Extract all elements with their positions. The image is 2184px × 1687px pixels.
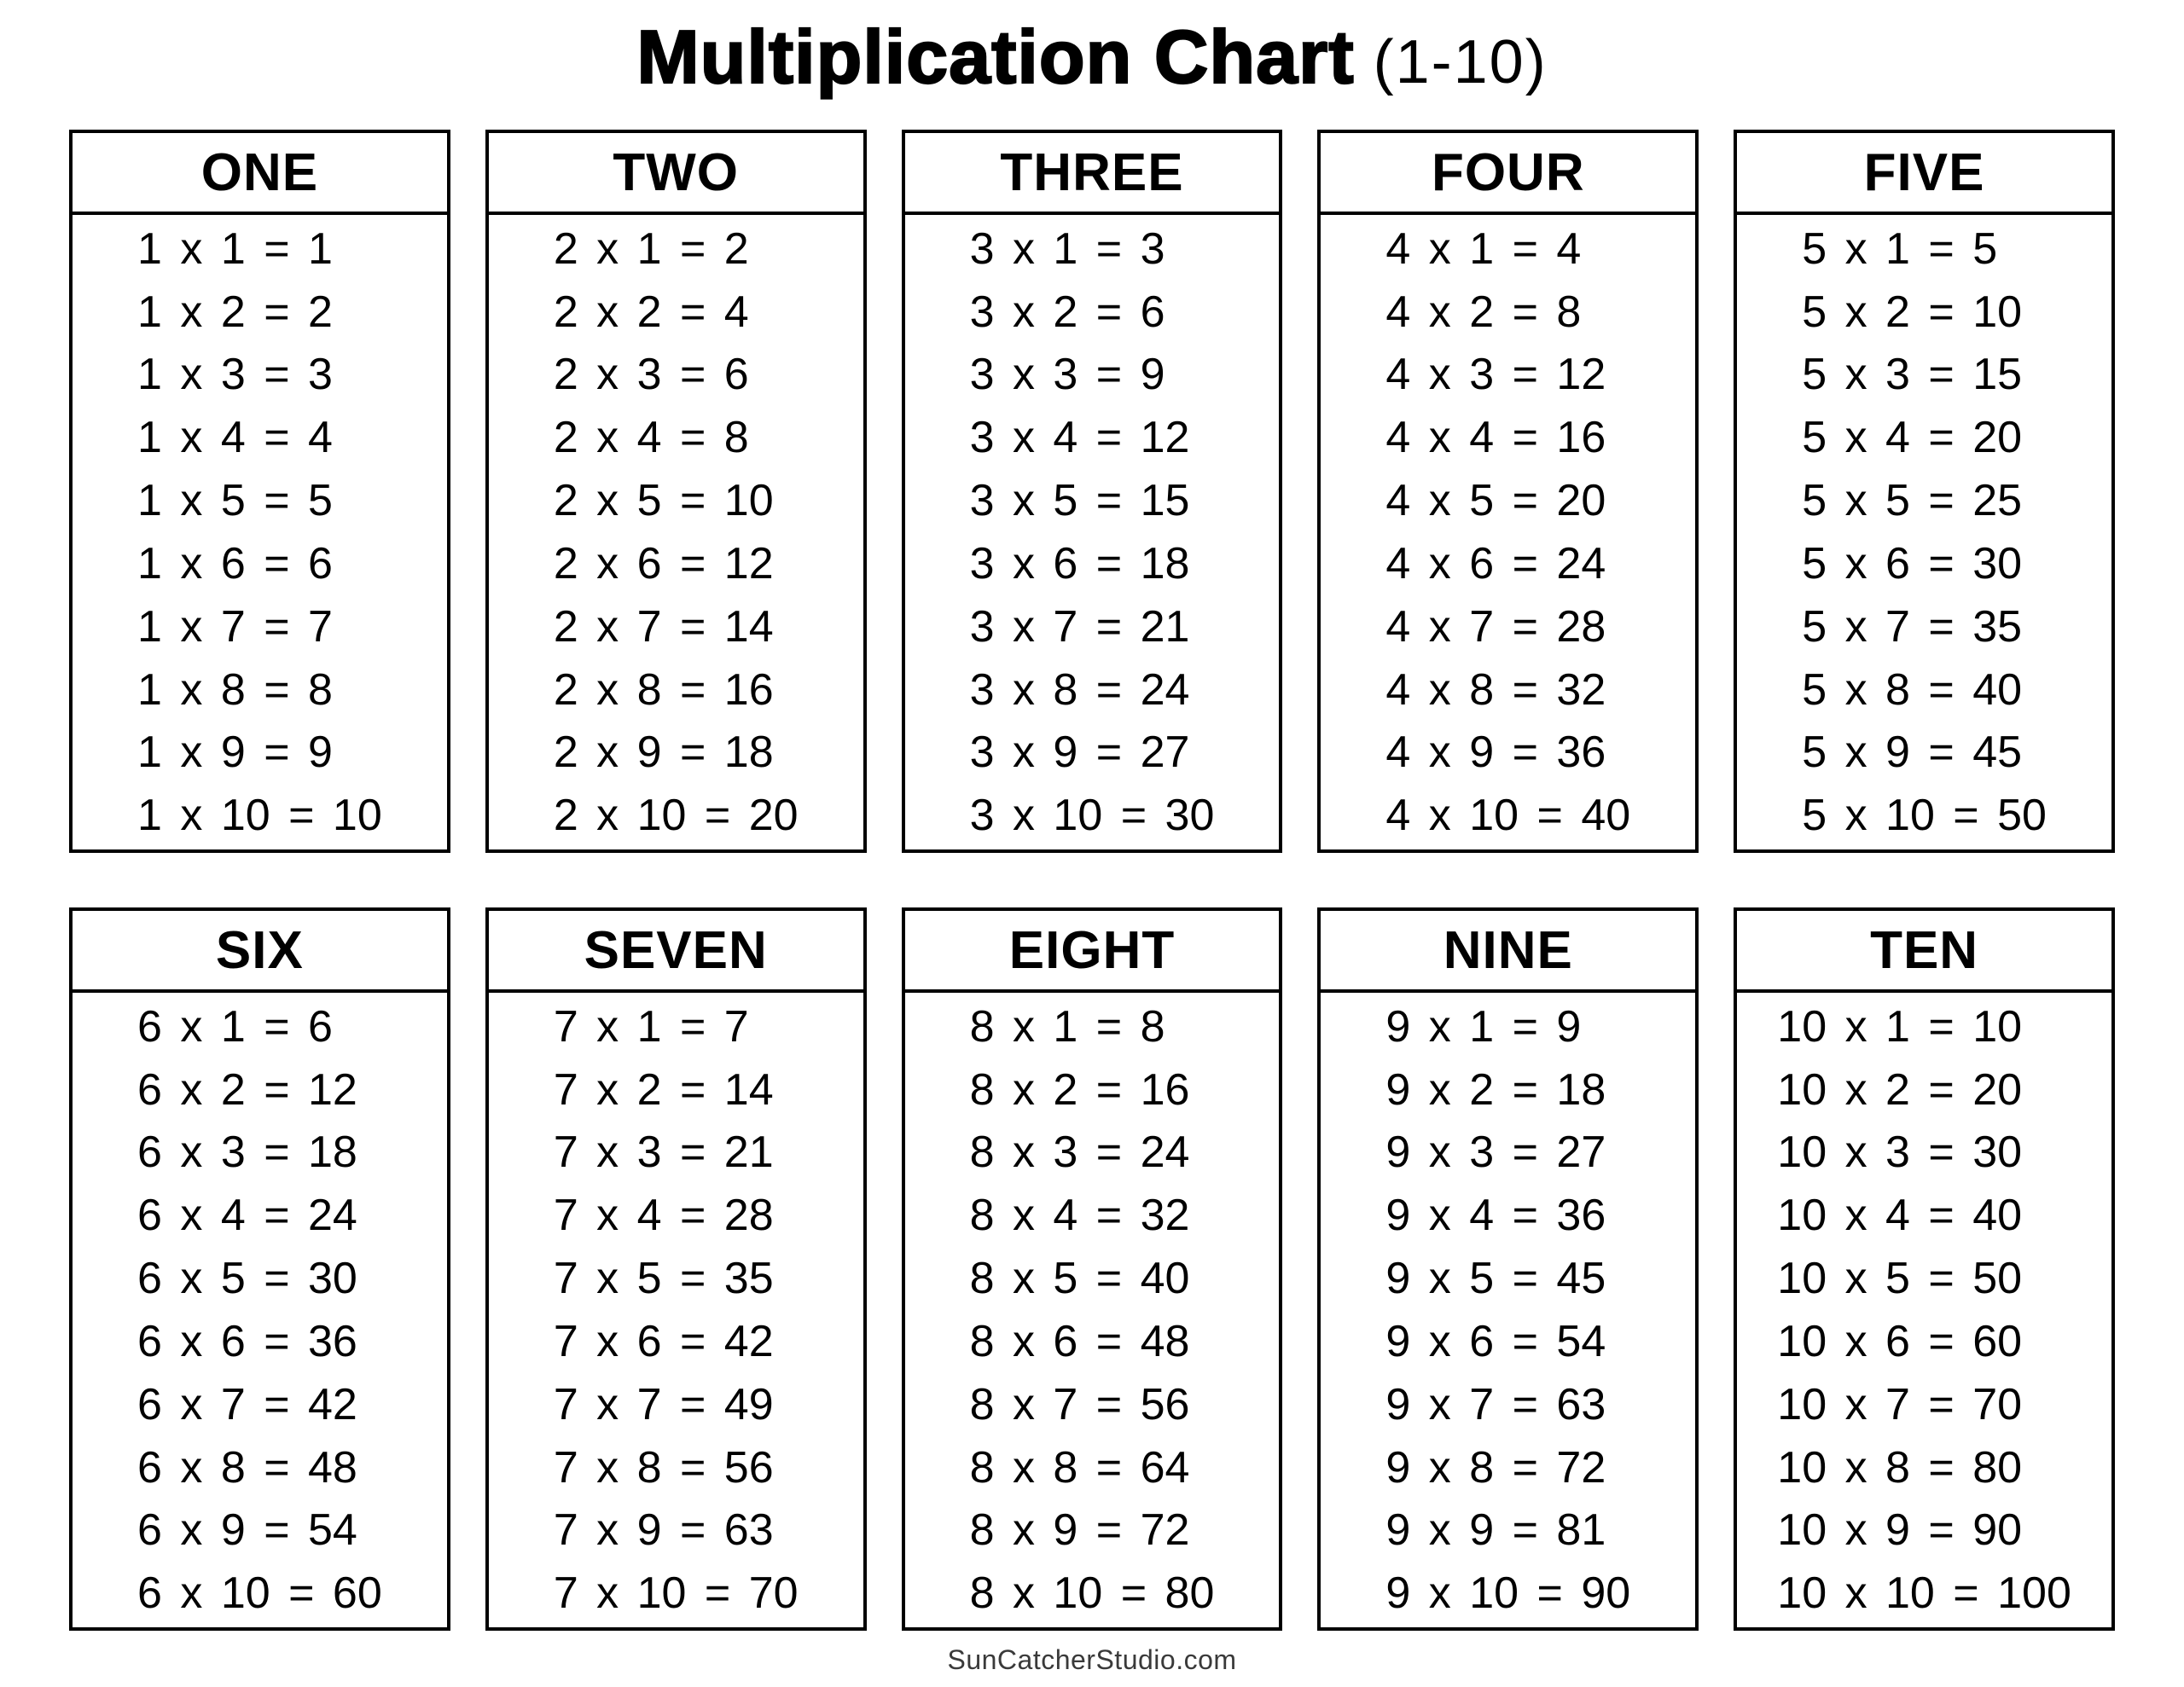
fact-line: 1 x 10 = 10 [137,791,382,841]
fact-line: 4 x 1 = 4 [1385,223,1582,274]
page-title-range: (1-10) [1373,28,1548,96]
fact-line: 2 x 7 = 14 [553,601,774,652]
fact-line: 7 x 1 = 7 [553,1001,749,1052]
fact-line: 5 x 9 = 45 [1802,728,2023,778]
facts-list [1385,217,1630,848]
fact-line: 7 x 4 = 28 [553,1191,774,1241]
fact-line: 8 x 5 = 40 [969,1254,1190,1304]
table-body [1321,993,1695,1627]
table-header: NINE [1321,911,1695,993]
fact-line: 9 x 10 = 90 [1385,1568,1631,1619]
table-header: THREE [905,133,1280,215]
facts-list [970,994,1215,1626]
fact-line: 2 x 4 = 8 [553,413,749,463]
fact-line: 3 x 6 = 18 [969,538,1190,588]
fact-line: 8 x 1 = 8 [969,1001,1165,1052]
fact-line: 8 x 6 = 48 [969,1316,1190,1366]
fact-line: 5 x 6 = 30 [1802,538,2023,588]
table-box-five [1734,130,2115,853]
fact-line: 10 x 2 = 20 [1777,1064,2023,1115]
fact-line: 2 x 3 = 6 [553,350,749,400]
table-header: TEN [1737,911,2111,993]
tables-grid [69,130,2115,1631]
fact-line: 6 x 3 = 18 [137,1128,357,1178]
fact-line: 4 x 8 = 32 [1385,664,1606,715]
fact-line: 7 x 7 = 49 [553,1379,774,1429]
fact-line: 3 x 10 = 30 [969,791,1215,841]
fact-line: 5 x 2 = 10 [1802,287,2023,337]
table-body [905,993,1280,1627]
fact-line: 4 x 5 = 20 [1385,476,1606,526]
fact-line: 6 x 9 = 54 [137,1505,357,1556]
fact-line: 2 x 10 = 20 [553,791,799,841]
facts-list [1777,994,2071,1626]
fact-line: 10 x 1 = 10 [1777,1001,2023,1052]
fact-line: 8 x 4 = 32 [969,1191,1190,1241]
fact-line: 6 x 1 = 6 [137,1001,333,1052]
fact-line: 8 x 8 = 64 [969,1442,1190,1493]
fact-line: 1 x 8 = 8 [137,664,333,715]
fact-line: 6 x 4 = 24 [137,1191,357,1241]
fact-line: 5 x 1 = 5 [1802,223,1998,274]
fact-line: 7 x 8 = 56 [553,1442,774,1493]
table-box-one [69,130,450,853]
fact-line: 1 x 2 = 2 [137,287,333,337]
table-header: EIGHT [905,911,1280,993]
fact-line: 4 x 10 = 40 [1385,791,1631,841]
fact-line: 2 x 9 = 18 [553,728,774,778]
fact-line: 10 x 5 = 50 [1777,1254,2023,1304]
fact-line: 2 x 6 = 12 [553,538,774,588]
table-header: ONE [73,133,447,215]
fact-line: 10 x 9 = 90 [1777,1505,2023,1556]
fact-line: 5 x 3 = 15 [1802,350,2023,400]
fact-line: 7 x 5 = 35 [553,1254,774,1304]
table-box-nine [1317,907,1699,1631]
fact-line: 3 x 7 = 21 [969,601,1190,652]
table-body [1737,215,2111,849]
table-box-seven [485,907,867,1631]
table-body [489,993,863,1627]
fact-line: 6 x 2 = 12 [137,1064,357,1115]
fact-line: 4 x 9 = 36 [1385,728,1606,778]
table-body [1737,993,2111,1627]
table-header: FOUR [1321,133,1695,215]
fact-line: 7 x 10 = 70 [553,1568,799,1619]
fact-line: 1 x 4 = 4 [137,413,333,463]
fact-line: 9 x 8 = 72 [1385,1442,1606,1493]
fact-line: 2 x 1 = 2 [553,223,749,274]
fact-line: 5 x 7 = 35 [1802,601,2023,652]
fact-line: 10 x 7 = 70 [1777,1379,2023,1429]
fact-line: 10 x 3 = 30 [1777,1128,2023,1178]
fact-line: 8 x 2 = 16 [969,1064,1190,1115]
fact-line: 10 x 8 = 80 [1777,1442,2023,1493]
fact-line: 7 x 3 = 21 [553,1128,774,1178]
table-body [905,215,1280,849]
facts-list [137,994,382,1626]
table-box-three [902,130,1283,853]
fact-line: 7 x 9 = 63 [553,1505,774,1556]
fact-line: 9 x 7 = 63 [1385,1379,1606,1429]
fact-line: 4 x 6 = 24 [1385,538,1606,588]
fact-line: 9 x 2 = 18 [1385,1064,1606,1115]
fact-line: 3 x 5 = 15 [969,476,1190,526]
table-box-six [69,907,450,1631]
table-box-eight [902,907,1283,1631]
table-body [1321,215,1695,849]
fact-line: 10 x 4 = 40 [1777,1191,2023,1241]
fact-line: 8 x 7 = 56 [969,1379,1190,1429]
fact-line: 9 x 9 = 81 [1385,1505,1606,1556]
fact-line: 6 x 8 = 48 [137,1442,357,1493]
fact-line: 1 x 3 = 3 [137,350,333,400]
fact-line: 5 x 8 = 40 [1802,664,2023,715]
fact-line: 3 x 4 = 12 [969,413,1190,463]
fact-line: 5 x 4 = 20 [1802,413,2023,463]
fact-line: 6 x 10 = 60 [137,1568,382,1619]
fact-line: 1 x 7 = 7 [137,601,333,652]
fact-line: 9 x 5 = 45 [1385,1254,1606,1304]
facts-list [1385,994,1630,1626]
fact-line: 3 x 9 = 27 [969,728,1190,778]
fact-line: 1 x 6 = 6 [137,538,333,588]
facts-list [554,994,799,1626]
facts-list [554,217,799,848]
fact-line: 1 x 1 = 1 [137,223,333,274]
fact-line: 9 x 1 = 9 [1385,1001,1582,1052]
fact-line: 10 x 10 = 100 [1777,1568,2071,1619]
fact-line: 6 x 6 = 36 [137,1316,357,1366]
fact-line: 8 x 3 = 24 [969,1128,1190,1178]
table-box-four [1317,130,1699,853]
footer-credit: SunCatcherStudio.com [947,1644,1237,1675]
fact-line: 4 x 4 = 16 [1385,413,1606,463]
table-box-two [485,130,867,853]
table-header: FIVE [1737,133,2111,215]
fact-line: 3 x 2 = 6 [969,287,1165,337]
fact-line: 4 x 7 = 28 [1385,601,1606,652]
fact-line: 6 x 7 = 42 [137,1379,357,1429]
page-title-main: Multiplication Chart [636,14,1355,99]
table-body [73,993,447,1627]
table-body [73,215,447,849]
fact-line: 3 x 8 = 24 [969,664,1190,715]
fact-line: 2 x 2 = 4 [553,287,749,337]
fact-line: 5 x 10 = 50 [1802,791,2047,841]
table-header: TWO [489,133,863,215]
fact-line: 1 x 5 = 5 [137,476,333,526]
table-box-ten [1734,907,2115,1631]
fact-line: 5 x 5 = 25 [1802,476,2023,526]
facts-list [1802,217,2047,848]
fact-line: 2 x 5 = 10 [553,476,774,526]
fact-line: 1 x 9 = 9 [137,728,333,778]
table-header: SEVEN [489,911,863,993]
fact-line: 9 x 6 = 54 [1385,1316,1606,1366]
fact-line: 7 x 2 = 14 [553,1064,774,1115]
fact-line: 8 x 10 = 80 [969,1568,1215,1619]
fact-line: 9 x 3 = 27 [1385,1128,1606,1178]
facts-list [137,217,382,848]
fact-line: 8 x 9 = 72 [969,1505,1190,1556]
fact-line: 4 x 2 = 8 [1385,287,1582,337]
fact-line: 3 x 3 = 9 [969,350,1165,400]
fact-line: 6 x 5 = 30 [137,1254,357,1304]
facts-list [970,217,1215,848]
fact-line: 3 x 1 = 3 [969,223,1165,274]
fact-line: 4 x 3 = 12 [1385,350,1606,400]
fact-line: 7 x 6 = 42 [553,1316,774,1366]
fact-line: 10 x 6 = 60 [1777,1316,2023,1366]
table-header: SIX [73,911,447,993]
page-title [0,0,2184,126]
table-body [489,215,863,849]
fact-line: 2 x 8 = 16 [553,664,774,715]
fact-line: 9 x 4 = 36 [1385,1191,1606,1241]
